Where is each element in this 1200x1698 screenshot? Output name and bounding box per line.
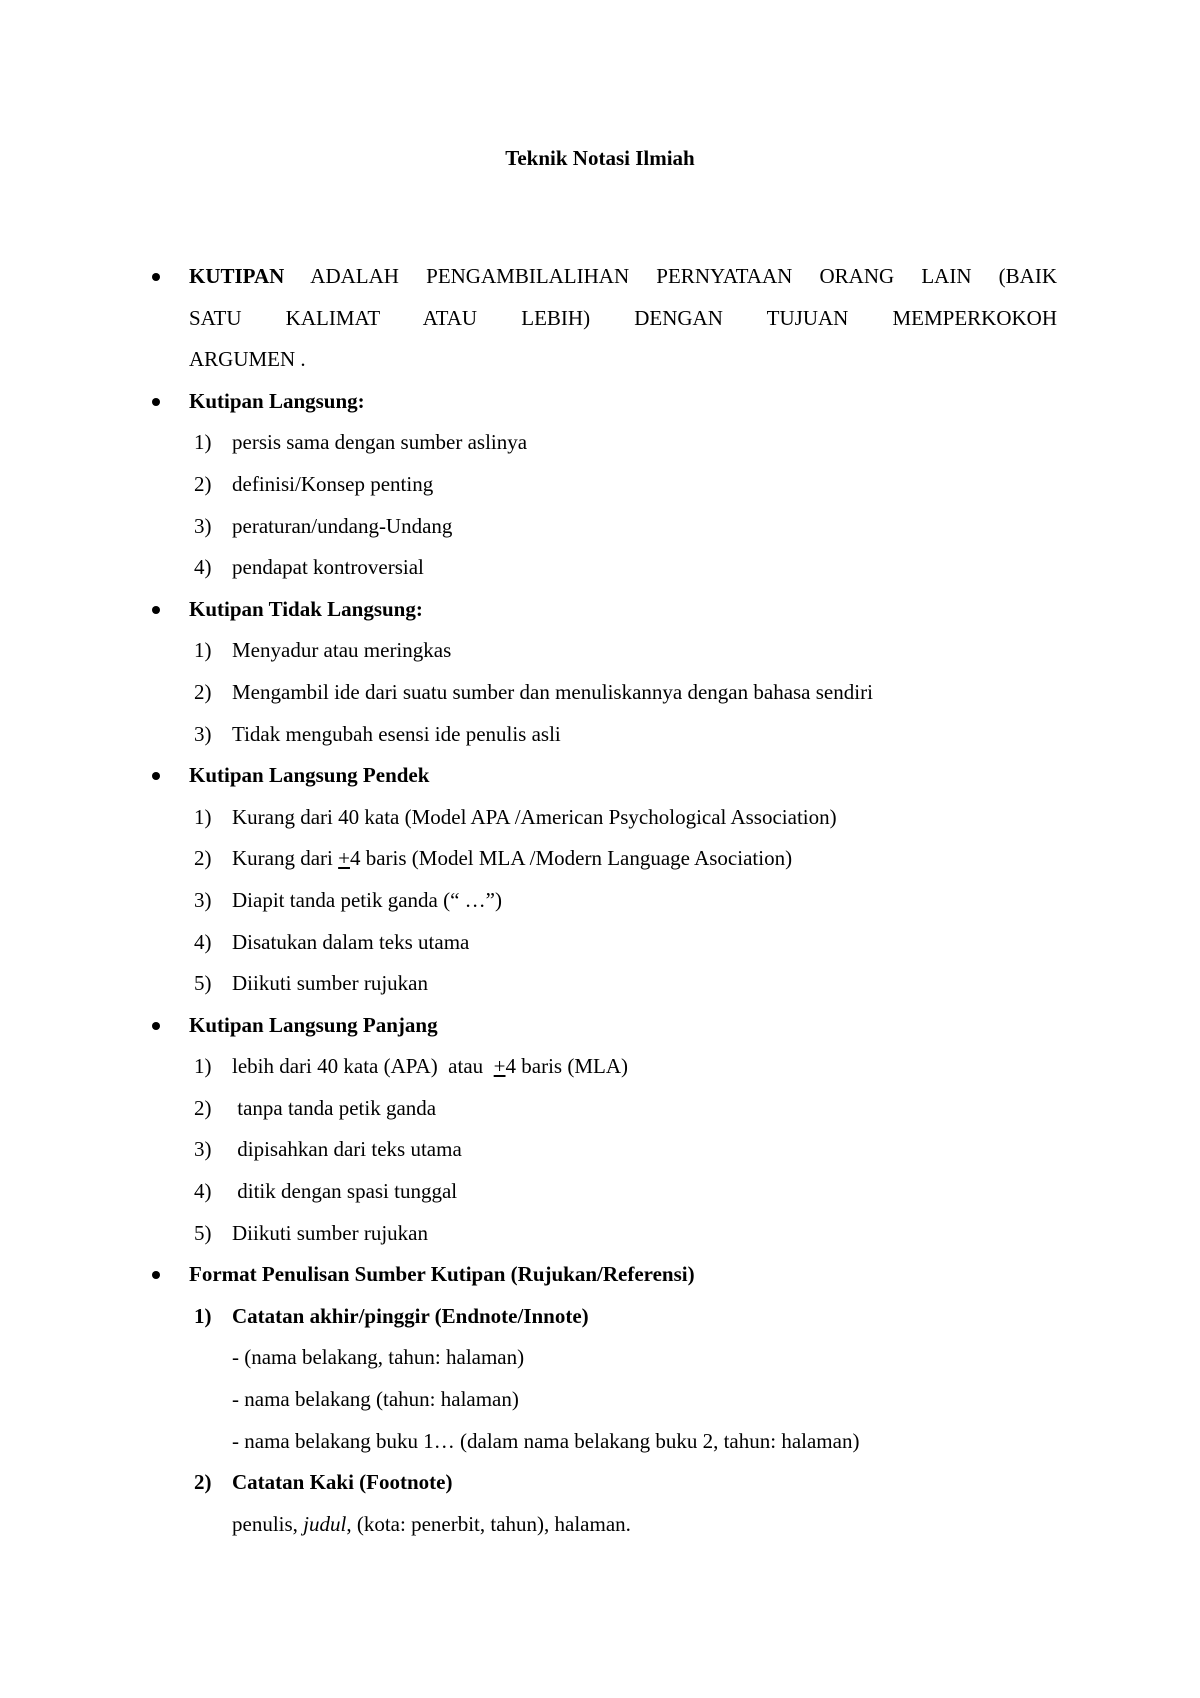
item-text: Menyadur atau meringkas [232,638,452,663]
list-item [0,1387,1200,1429]
section-heading: Kutipan Tidak Langsung: [189,596,423,621]
list-item [0,722,1200,764]
item-text: definisi/Konsep penting [232,471,434,496]
item-text: Tidak mengubah esensi ide penulis asli [232,721,561,746]
document-body [0,264,1200,1553]
list-item [0,846,1200,888]
footnote-italic: judul [303,1511,347,1536]
intro-keyword: KUTIPAN [189,264,285,288]
item-text: Kurang dari 40 kata (Model APA /American Psychological Association) [232,804,837,829]
footnote-post: , (kota: penerbit, tahun), halaman. [346,1511,631,1536]
item-text: pendapat kontroversial [232,555,424,580]
subsection-endnote [0,1304,1200,1346]
section-heading: Kutipan Langsung: [189,388,365,413]
item-number: 1) [194,638,212,663]
bullet-icon [152,772,160,780]
bullet-icon [152,606,160,614]
list-item [0,1179,1200,1221]
intro-text-1 [189,264,1057,288]
item-number: 1) [194,1303,212,1328]
list-item [0,888,1200,930]
item-text: Disatukan dalam teks utama [232,929,470,954]
list-item [0,638,1200,680]
item-number: 3) [194,721,212,746]
list-item [0,1512,1200,1554]
section-heading: Kutipan Langsung Panjang [189,1012,438,1037]
item-text: Diapit tanda petik ganda (“ …”) [232,887,502,912]
bullet-icon [152,273,160,281]
list-item [0,1345,1200,1387]
item-number: 5) [194,1220,212,1245]
section-format-penulisan [0,1262,1200,1304]
item-number: 1) [194,1054,212,1079]
section-kutipan-tidak-langsung [0,597,1200,639]
item-text-post: 4 baris (MLA) [505,1054,628,1079]
intro-line-1 [0,264,1200,306]
section-kutipan-pendek [0,763,1200,805]
endnote-format-line: - nama belakang buku 1… (dalam nama belakang buku 2, tahun: halaman) [232,1428,860,1453]
list-item [0,680,1200,722]
item-number: 2) [194,471,212,496]
intro-line-3 [0,347,1200,389]
subsection-footnote [0,1470,1200,1512]
list-item [0,472,1200,514]
item-number: 4) [194,1179,212,1204]
intro-line-2 [0,306,1200,348]
item-number: 3) [194,887,212,912]
subsection-heading: Catatan Kaki (Footnote) [232,1470,453,1495]
intro-line1-rest: ADALAH PENGAMBILALIHAN PERNYATAAN ORANG LAIN (BAIK [284,264,1057,288]
item-number: 2) [194,1095,212,1120]
item-text: tanpa tanda petik ganda [232,1095,437,1120]
bullet-icon [152,1022,160,1030]
item-number: 3) [194,1137,212,1162]
item-number: 2) [194,679,212,704]
bullet-icon [152,1271,160,1279]
item-number: 5) [194,971,212,996]
item-text [232,1054,628,1078]
item-text: Diikuti sumber rujukan [232,1220,428,1245]
list-item [0,430,1200,472]
item-number: 2) [194,846,212,871]
item-number: 1) [194,430,212,455]
item-number: 3) [194,513,212,538]
item-text-pre: lebih dari 40 kata (APA) atau [232,1054,494,1079]
item-text: peraturan/undang-Undang [232,513,453,538]
item-text [232,846,792,870]
list-item [0,1429,1200,1471]
list-item [0,555,1200,597]
item-text-pre: Kurang dari [232,846,339,871]
list-item [0,930,1200,972]
item-text-post: 4 baris (Model MLA /Modern Language Asociation) [349,846,793,871]
list-item [0,971,1200,1013]
list-item [0,1137,1200,1179]
list-item [0,514,1200,556]
plus-minus-sign: + [493,1054,506,1079]
list-item [0,1096,1200,1138]
subsection-heading: Catatan akhir/pinggir (Endnote/Innote) [232,1303,589,1328]
page-title: Teknik Notasi Ilmiah [505,146,695,170]
list-item [0,1221,1200,1263]
intro-text-2: SATU KALIMAT ATAU LEBIH) DENGAN TUJUAN MEMPERKOKOH [189,305,1057,330]
section-kutipan-langsung [0,389,1200,431]
item-text: persis sama dengan sumber aslinya [232,430,528,455]
bullet-icon [152,398,160,406]
item-text: Mengambil ide dari suatu sumber dan menuliskannya dengan bahasa sendiri [232,679,873,704]
endnote-format-line: - nama belakang (tahun: halaman) [232,1387,519,1412]
item-text: dipisahkan dari teks utama [232,1137,462,1162]
section-heading: Format Penulisan Sumber Kutipan (Rujukan/Referensi) [189,1262,695,1287]
section-heading: Kutipan Langsung Pendek [189,763,430,788]
list-item [0,805,1200,847]
footnote-pre: penulis, [232,1511,304,1536]
item-number: 2) [194,1470,212,1495]
item-number: 4) [194,555,212,580]
item-text: ditik dengan spasi tunggal [232,1179,458,1204]
item-text: Diikuti sumber rujukan [232,971,428,996]
list-item [0,1054,1200,1096]
plus-minus-sign: + [338,846,350,871]
section-kutipan-panjang [0,1013,1200,1055]
intro-text-3: ARGUMEN . [189,347,306,372]
item-number: 1) [194,804,212,829]
item-number: 4) [194,929,212,954]
endnote-format-line: - (nama belakang, tahun: halaman) [232,1345,525,1370]
footnote-format-line [232,1512,631,1536]
